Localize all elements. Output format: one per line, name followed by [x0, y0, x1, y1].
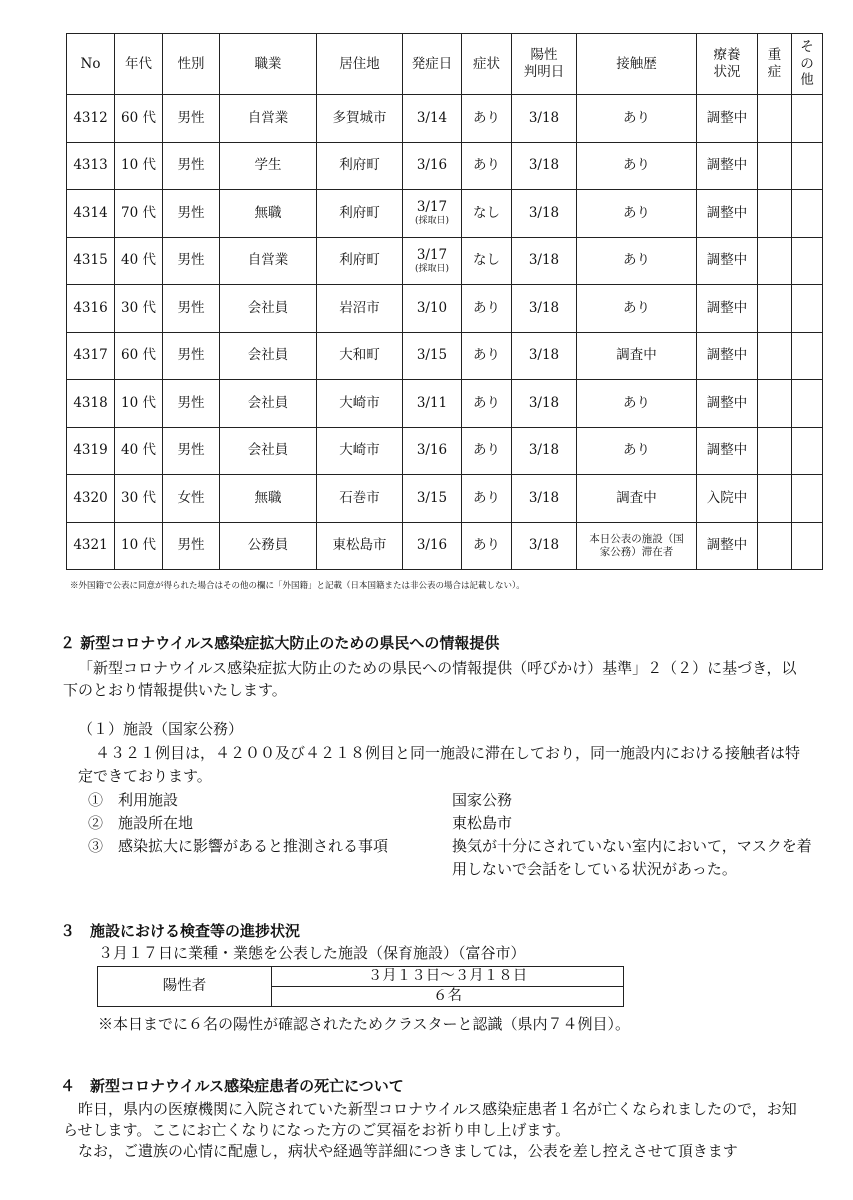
cell-symptom: あり: [462, 285, 512, 333]
cell-contact: [577, 237, 697, 285]
cell-sex: 男性: [163, 142, 220, 190]
item-label: ① 利用施設: [88, 791, 179, 809]
cell-severe: [758, 285, 792, 333]
header-positive: [512, 34, 577, 95]
cell-no: 4315: [67, 237, 115, 285]
cell-residence: 利府町: [317, 237, 403, 285]
cell-symptom: あり: [462, 427, 512, 475]
table-row: [98, 967, 624, 987]
cell-positive: 3/18: [512, 285, 577, 333]
cell-onset-date: 3/11: [416, 394, 448, 411]
header-care-l1: 療養: [713, 47, 741, 64]
cell-contact-text: あり: [623, 394, 650, 411]
cell-onset: [403, 190, 462, 238]
cell-symptom: あり: [462, 95, 512, 143]
case-table: [66, 33, 823, 570]
cell-residence: 利府町: [317, 142, 403, 190]
cell-job: 会社員: [220, 380, 317, 428]
section4-p2: なお，ご遺族の心情に配慮し，病状や経過等詳細につきましては，公表を差し控えさせて頂きます: [78, 1142, 738, 1160]
section2-subheading: （１）施設（国家公務）: [78, 720, 244, 738]
cell-contact: [577, 285, 697, 333]
cell-contact: [577, 522, 697, 570]
table-row: [67, 285, 823, 333]
cell-job: 自営業: [220, 237, 317, 285]
cell-positive: 3/18: [512, 475, 577, 523]
section2-body-line1: ４３２１例目は，４２００及び４２１８例目と同一施設に滞在しており，同一施設内における接触者は特: [95, 744, 801, 762]
cell-job: 会社員: [220, 427, 317, 475]
cell-other: [792, 285, 823, 333]
cell-care: 調整中: [697, 522, 758, 570]
cell-job: 公務員: [220, 522, 317, 570]
cell-care: 調整中: [697, 380, 758, 428]
header-positive-l2: 判明日: [523, 64, 565, 80]
cell-onset: [403, 237, 462, 285]
cell-care: 調整中: [697, 285, 758, 333]
section3-heading: ３ 施設における検査等の進捗状況: [60, 922, 301, 940]
cell-contact-text: あり: [623, 204, 650, 221]
cell-no: 4317: [67, 332, 115, 380]
cell-severe: [758, 522, 792, 570]
cell-other: [792, 142, 823, 190]
section2-intro-line2: 下のとおり情報提供いたします。: [63, 681, 287, 699]
cell-positive: 3/18: [512, 95, 577, 143]
cell-age: 40 代: [115, 427, 163, 475]
cell-onset-date: 3/17: [416, 246, 448, 263]
cell-positive: 3/18: [512, 427, 577, 475]
cell-sex: 女性: [163, 475, 220, 523]
cell-other: [792, 522, 823, 570]
cell-contact: [577, 332, 697, 380]
header-care: [697, 34, 758, 95]
cell-no: 4319: [67, 427, 115, 475]
header-other: [792, 34, 823, 95]
item-value-line1: 換気が十分にされていない室内において，マスクを着: [452, 837, 812, 855]
cell-other: [792, 427, 823, 475]
cell-severe: [758, 332, 792, 380]
table-row: [67, 190, 823, 238]
inspection-row-label: 陽性者: [98, 967, 272, 1007]
cell-contact-extra: 家公務）滞在者: [599, 545, 674, 558]
cell-contact: [577, 380, 697, 428]
cell-onset-date: 3/16: [416, 442, 448, 459]
header-severe-l1: 重: [767, 47, 782, 64]
cell-symptom: あり: [462, 142, 512, 190]
cell-age: 10 代: [115, 142, 163, 190]
header-sex: 性別: [163, 34, 220, 95]
cell-age: 60 代: [115, 332, 163, 380]
cell-residence: 大和町: [317, 332, 403, 380]
header-positive-l1: 陽性: [530, 47, 558, 64]
item-label: ② 施設所在地: [88, 814, 194, 832]
cell-age: 10 代: [115, 522, 163, 570]
cell-symptom: あり: [462, 522, 512, 570]
cell-onset: [403, 475, 462, 523]
cell-residence: 利府町: [317, 190, 403, 238]
cell-severe: [758, 380, 792, 428]
cell-symptom: あり: [462, 380, 512, 428]
cell-onset: [403, 522, 462, 570]
cell-job: 会社員: [220, 285, 317, 333]
cell-age: 30 代: [115, 285, 163, 333]
header-symptom: 症状: [462, 34, 512, 95]
cell-other: [792, 237, 823, 285]
section4-heading: ４ 新型コロナウイルス感染症患者の死亡について: [60, 1077, 404, 1095]
cell-sex: 男性: [163, 427, 220, 475]
cell-sex: 男性: [163, 380, 220, 428]
header-job: 職業: [220, 34, 317, 95]
cell-care: 入院中: [697, 475, 758, 523]
cell-no: 4312: [67, 95, 115, 143]
cell-other: [792, 332, 823, 380]
cell-positive: 3/18: [512, 190, 577, 238]
cell-severe: [758, 427, 792, 475]
cell-age: 40 代: [115, 237, 163, 285]
header-residence: 居住地: [317, 34, 403, 95]
cell-onset: [403, 427, 462, 475]
cell-onset: [403, 95, 462, 143]
table-row: [67, 427, 823, 475]
table-row: [67, 95, 823, 143]
cell-positive: 3/18: [512, 522, 577, 570]
table-row: [67, 142, 823, 190]
cell-contact: [577, 190, 697, 238]
cell-contact: [577, 95, 697, 143]
cell-sex: 男性: [163, 237, 220, 285]
cell-onset-date: 3/17: [416, 199, 448, 216]
section2-body-line2: 定できております。: [78, 767, 212, 785]
cell-onset-note: (採取日): [414, 263, 450, 274]
cell-sex: 男性: [163, 190, 220, 238]
item-label: ③ 感染拡大に影響があると推測される事項: [88, 837, 389, 855]
cell-care: 調整中: [697, 237, 758, 285]
cell-positive: 3/18: [512, 142, 577, 190]
item-value: 東松島市: [452, 814, 513, 832]
cell-no: 4316: [67, 285, 115, 333]
item-value-line2: 用しないで会話をしている状況があった。: [452, 860, 737, 878]
cell-contact: [577, 475, 697, 523]
cell-job: 無職: [220, 475, 317, 523]
cell-residence: 東松島市: [317, 522, 403, 570]
table-row: [67, 332, 823, 380]
cell-care: 調整中: [697, 427, 758, 475]
table-row: [67, 237, 823, 285]
cell-contact-text: あり: [623, 252, 650, 269]
cell-onset: [403, 332, 462, 380]
cell-severe: [758, 142, 792, 190]
cell-other: [792, 95, 823, 143]
cell-onset-date: 3/10: [416, 299, 448, 316]
cell-contact-text: あり: [623, 299, 650, 316]
cell-residence: 岩沼市: [317, 285, 403, 333]
section3-caption: ３月１７日に業種・業態を公表した施設（保育施設）（富谷市）: [98, 944, 526, 962]
cell-care: 調整中: [697, 95, 758, 143]
cell-contact-text: 調査中: [616, 347, 657, 364]
header-care-l2: 状況: [713, 64, 741, 80]
inspection-table: [97, 966, 624, 1007]
cell-severe: [758, 475, 792, 523]
cell-residence: 大崎市: [317, 380, 403, 428]
cell-no: 4318: [67, 380, 115, 428]
cell-sex: 男性: [163, 95, 220, 143]
header-other-l1: そ: [800, 38, 814, 55]
table-row: [67, 475, 823, 523]
cell-onset-date: 3/16: [416, 157, 448, 174]
inspection-count: ６名: [272, 987, 624, 1007]
table-footnote: ※外国籍で公表に同意が得られた場合はその他の欄に「外国籍」と記載（日本国籍または非公表の場合は記載しない）。: [70, 581, 525, 591]
header-severe: [758, 34, 792, 95]
cell-residence: 石巻市: [317, 475, 403, 523]
cell-job: 無職: [220, 190, 317, 238]
cell-residence: 多賀城市: [317, 95, 403, 143]
header-other-l2: の: [800, 55, 814, 72]
cell-other: [792, 190, 823, 238]
cell-contact: [577, 427, 697, 475]
cell-symptom: なし: [462, 237, 512, 285]
cell-onset-date: 3/14: [416, 109, 448, 126]
cell-no: 4313: [67, 142, 115, 190]
cell-contact-text: あり: [623, 109, 650, 126]
cell-job: 会社員: [220, 332, 317, 380]
cell-contact-text: あり: [623, 442, 650, 459]
cell-severe: [758, 237, 792, 285]
cell-symptom: なし: [462, 190, 512, 238]
section2-heading: ２ 新型コロナウイルス感染症拡大防止のための県民への情報提供: [60, 634, 500, 652]
cell-positive: 3/18: [512, 237, 577, 285]
cell-onset-note: (採取日): [414, 216, 450, 227]
cell-age: 30 代: [115, 475, 163, 523]
cell-care: 調整中: [697, 142, 758, 190]
cell-severe: [758, 95, 792, 143]
item-value: 国家公務: [452, 791, 513, 809]
cell-residence: 大崎市: [317, 427, 403, 475]
header-no: No: [67, 34, 115, 95]
cell-no: 4320: [67, 475, 115, 523]
section4-p1-line1: 昨日，県内の医療機関に入院されていた新型コロナウイルス感染症患者１名が亡くなられましたので，お知: [78, 1100, 797, 1118]
header-age: 年代: [115, 34, 163, 95]
section3-note: ※本日までに６名の陽性が確認されたためクラスターと認識（県内７４例目）。: [98, 1015, 631, 1033]
cell-onset-date: 3/15: [416, 489, 448, 506]
cell-sex: 男性: [163, 522, 220, 570]
cell-symptom: あり: [462, 475, 512, 523]
cell-no: 4321: [67, 522, 115, 570]
cell-age: 60 代: [115, 95, 163, 143]
cell-onset: [403, 142, 462, 190]
cell-no: 4314: [67, 190, 115, 238]
cell-age: 10 代: [115, 380, 163, 428]
cell-positive: 3/18: [512, 332, 577, 380]
table-row: [67, 522, 823, 570]
cell-job: 自営業: [220, 95, 317, 143]
section2-intro-line1: 「新型コロナウイルス感染症拡大防止のための県民への情報提供（呼びかけ）基準」２（２）に基づき，以: [78, 659, 797, 677]
header-contact: 接触歴: [577, 34, 697, 95]
cell-contact-text: あり: [623, 157, 650, 174]
cell-onset-date: 3/15: [416, 347, 448, 364]
cell-other: [792, 380, 823, 428]
case-table-header: [67, 34, 823, 95]
cell-sex: 男性: [163, 285, 220, 333]
cell-severe: [758, 190, 792, 238]
cell-contact-text: 本日公表の施設（国: [589, 532, 684, 545]
cell-sex: 男性: [163, 332, 220, 380]
cell-job: 学生: [220, 142, 317, 190]
cell-onset-date: 3/16: [416, 537, 448, 554]
header-onset: 発症日: [403, 34, 462, 95]
cell-symptom: あり: [462, 332, 512, 380]
cell-contact: [577, 142, 697, 190]
cell-other: [792, 475, 823, 523]
table-row: [67, 380, 823, 428]
header-severe-l2: 症: [767, 64, 782, 80]
cell-onset: [403, 380, 462, 428]
header-other-l3: 他: [800, 72, 814, 89]
cell-contact-text: 調査中: [616, 489, 657, 506]
inspection-period: ３月１３日～３月１８日: [272, 967, 624, 987]
cell-positive: 3/18: [512, 380, 577, 428]
cell-age: 70 代: [115, 190, 163, 238]
section4-p1-line2: らせします。ここにお亡くなりになった方のご冥福をお祈り申し上げます。: [63, 1121, 571, 1139]
cell-care: 調整中: [697, 190, 758, 238]
cell-care: 調整中: [697, 332, 758, 380]
cell-onset: [403, 285, 462, 333]
